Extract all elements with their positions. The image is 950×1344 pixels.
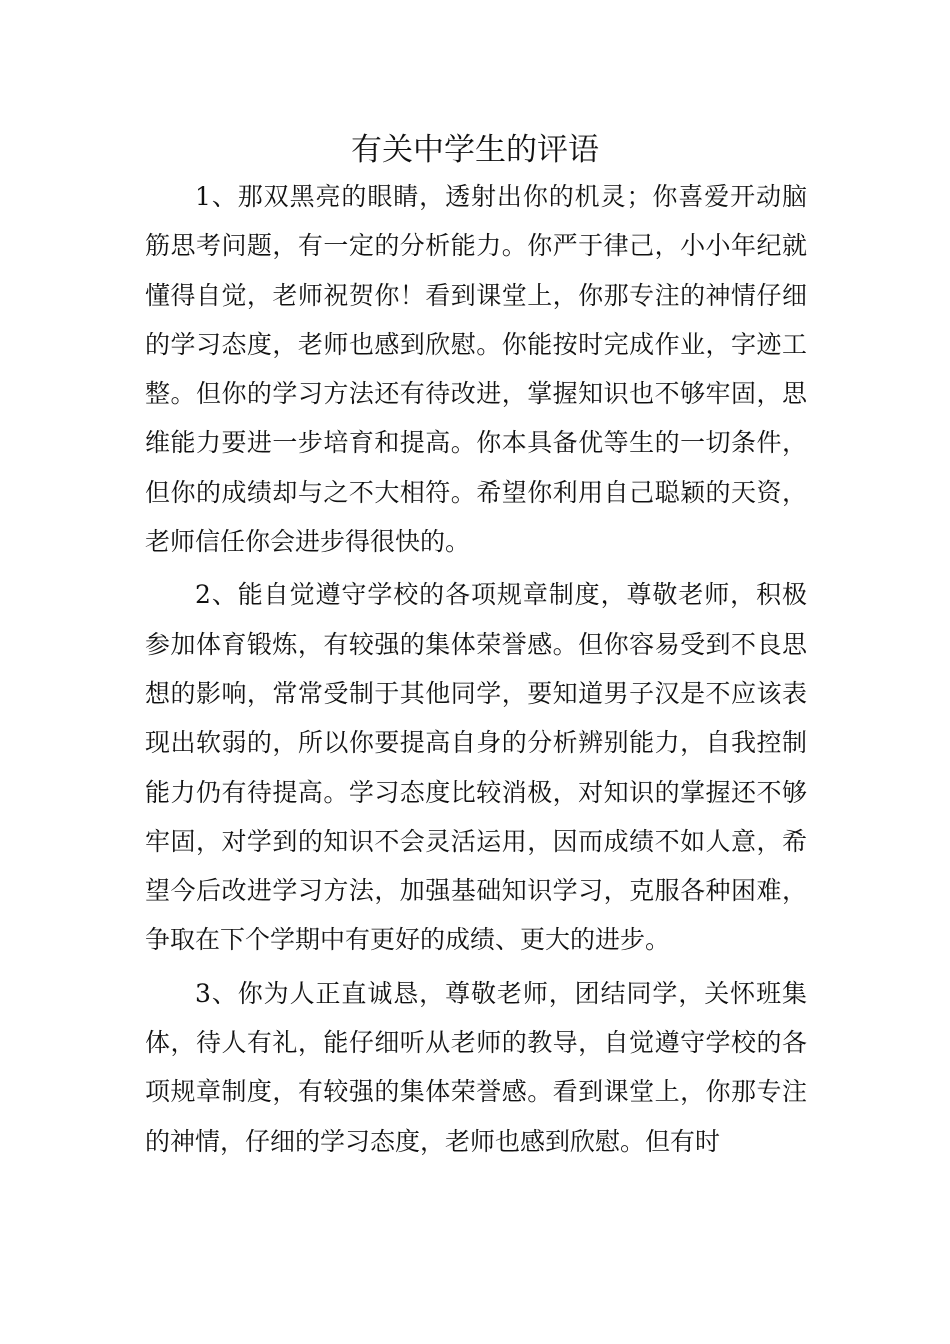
document-body: [145, 172, 807, 1170]
comment-paragraph-1: 1、那双黑亮的眼睛，透射出你的机灵；你喜爱开动脑筋思考问题，有一定的分析能力。你严于律己，小小年纪就懂得自觉，老师祝贺你！看到课堂上，你那专注的神情仔细的学习态度，老师也感到欣慰。你能按时完成作业，字迹工整。但你的学习方法还有待改进，掌握知识也不够牢固，思维能力要进一步培育和提高。你本具备优等生的一切条件，但你的成绩却与之不大相符。希望你利用自己聪颖的天资，老师信任你会进步得很快的。: [145, 182, 807, 557]
document-title: 有关中学生的评语: [351, 132, 599, 168]
comment-paragraph-2: 2、能自觉遵守学校的各项规章制度，尊敬老师，积极参加体育锻炼，有较强的集体荣誉感。但你容易受到不良思想的影响，常常受制于其他同学，要知道男子汉是不应该表现出软弱的，所以你要提高自身的分析辨别能力，自我控制能力仍有待提高。学习态度比较消极，对知识的掌握还不够牢固，对学到的知识不会灵活运用，因而成绩不如人意，希望今后改进学习方法，加强基础知识学习，克服各种困难，争取在下个学期中有更好的成绩、更大的进步。: [145, 580, 807, 955]
comment-paragraph-3: 3、你为人正直诚恳，尊敬老师，团结同学，关怀班集体，待人有礼，能仔细听从老师的教导，自觉遵守学校的各项规章制度，有较强的集体荣誉感。看到课堂上，你那专注的神情，仔细的学习态度，老师也感到欣慰。但有时: [145, 978, 807, 1156]
